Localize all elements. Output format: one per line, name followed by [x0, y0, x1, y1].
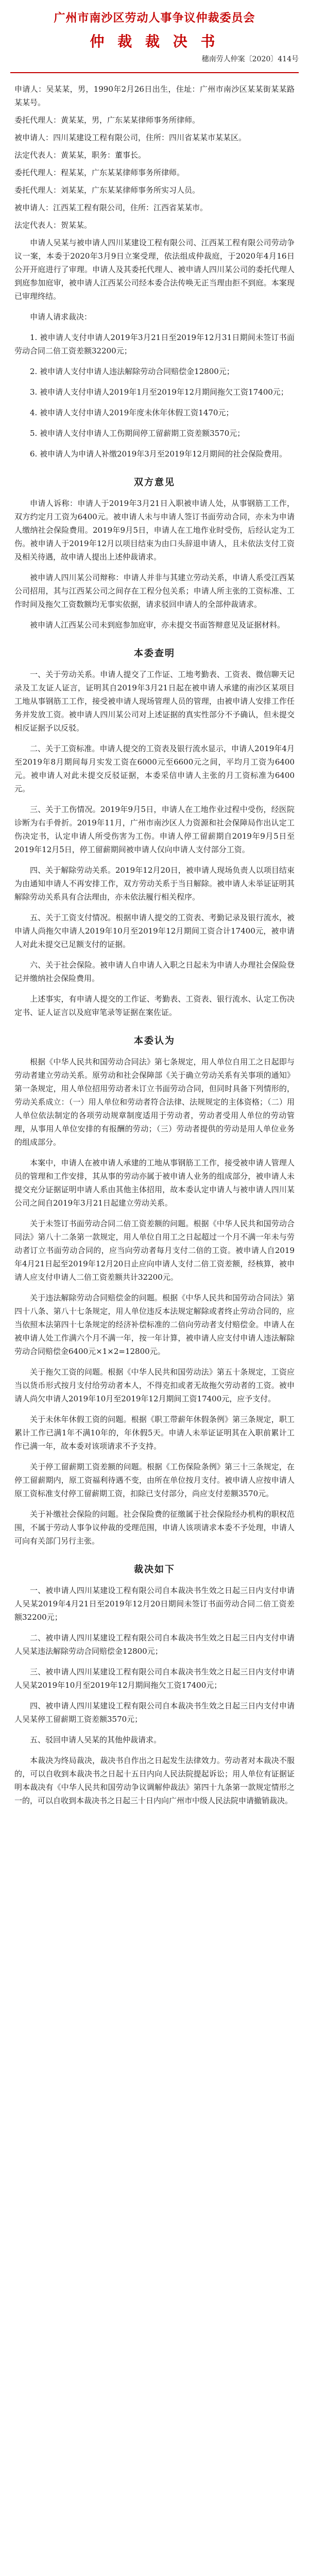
claim-item: 4. 被申请人支付申请人2019年度未休年休假工资1470元； [30, 408, 234, 417]
section-title: 本委查明 [134, 648, 175, 659]
section-paragraph: 关于违法解除劳动合同赔偿金的问题。根据《中华人民共和国劳动合同法》第四十八条、第八十七条规定，用人单位违反本法规定解除或者终止劳动合同的，应当依照本法第四十七条规定的经济补偿标准的二倍向劳动者支付赔偿金。申请人在被申请人处工作满六个月不满一年，按一年计算，被申请人应支付申请人违法解除劳动合同赔偿金6400元×1×2=12800元。 [14, 1293, 295, 1356]
claim-item: 1. 被申请人支付申请人2019年3月21日至2019年12月31日期间未签订书面劳动合同二倍工资差额32200元； [14, 333, 295, 355]
document-body [14, 82, 295, 2576]
section-paragraph: 被申请人江西某公司未到庭参加庭审，亦未提交书面答辩意见及证据材料。 [30, 620, 285, 630]
award-notice: 本裁决为终局裁决，裁决书自作出之日起发生法律效力。劳动者对本裁决不服的，可以自收到本裁决书之日起十五日内向人民法院提起诉讼；用人单位有证据证明本裁决有《中华人民共和国劳动争议调解仲裁法》第四十九条第一款规定情形之一的，可以自收到本裁决书之日起三十日内向广州市中级人民法院申请撤销裁决。 [14, 1756, 295, 1805]
section-paragraph: 上述事实，有申请人提交的工作证、考勤表、工资表、银行流水、认定工伤决定书、证人证言以及庭审笔录等证据在案佐证。 [14, 994, 295, 1017]
party-line: 委托代理人：黄某某，男，广东某某律师事务所律师。 [14, 115, 200, 125]
issuing-authority: 广州市南沙区劳动人事争议仲裁委员会 [54, 11, 255, 25]
award-item: 四、被申请人四川某建设工程有限公司自本裁决书生效之日起三日内支付申请人吴某停工留薪期工资差额3570元； [14, 1701, 295, 1724]
party-line: 被申请人：江西某工程有限公司，住所：江西省某某市。 [14, 203, 208, 212]
party-line: 法定代表人：黄某某，职务：董事长。 [14, 150, 146, 160]
section-paragraph: 根据《中华人民共和国劳动合同法》第七条规定，用人单位自用工之日起即与劳动者建立劳动关系。原劳动和社会保障部《关于确立劳动关系有关事项的通知》第一条规定，用人单位招用劳动者未订立书面劳动合同，但同时具备下列情形的，劳动关系成立：（一）用人单位和劳动者符合法律、法规规定的主体资格；（二）用人单位依法制定的各项劳动规章制度适用于劳动者，劳动者受用人单位的劳动管理，从事用人单位安排的有报酬的劳动；（三）劳动者提供的劳动是用人单位业务的组成部分。 [14, 1057, 295, 1147]
section-title: 裁决如下 [134, 1564, 175, 1575]
party-line: 被申请人：四川某建设工程有限公司，住所：四川省某某市某某区。 [14, 133, 247, 142]
section-paragraph: 关于停工留薪期工资差额的问题。根据《工伤保险条例》第三十三条规定，在停工留薪期内，原工资福利待遇不变，由所在单位按月支付。被申请人应按申请人原工资标准支付停工留薪期工资，扣除已支付部分，尚应支付差额3570元。 [14, 1462, 295, 1498]
party-line: 委托代理人：程某某，广东某某律师事务所律师。 [14, 168, 185, 177]
award-item: 五、驳回申请人吴某的其他仲裁请求。 [30, 1735, 162, 1744]
section-paragraph: 本案中，申请人在被申请人承建的工地从事钢筋工工作，接受被申请人管理人员的管理和工作安排，其从事的劳动亦属于被申请人业务的组成部分，被申请人未提交充分证据证明申请人系由其他主体招用，故本委认定申请人与被申请人四川某公司之间自2019年3月21日起建立劳动关系。 [14, 1158, 295, 1208]
parties [14, 82, 295, 232]
case-number: 穗南劳人仲案〔2020〕414号 [201, 55, 299, 63]
section-paragraph: 五、关于工资支付情况。根据申请人提交的工资表、考勤记录及银行流水，被申请人尚拖欠申请人2019年10月至2019年12月期间工资合计17400元，被申请人对此未提交已足额支付的证据。 [14, 913, 295, 949]
claims-intro: 申请人请求裁决： [30, 312, 92, 321]
section-paragraph: 六、关于社会保险。被申请人自申请人入职之日起未为申请人办理社会保险登记并缴纳社会保险费用。 [14, 960, 295, 983]
claim-item: 3. 被申请人支付申请人2019年1月至2019年12月期间拖欠工资17400元； [30, 387, 288, 397]
section-title: 双方意见 [134, 477, 175, 488]
section-paragraph: 关于未休年休假工资的问题。根据《职工带薪年休假条例》第三条规定，职工累计工作已满1年不满10年的，年休假5天。申请人未举证证明其在入职前累计工作已满一年，故本委对该项请求不予支持。 [14, 1415, 295, 1451]
award-item: 一、被申请人四川某建设工程有限公司自本裁决书生效之日起三日内支付申请人吴某2019年4月21日至2019年12月20日期间未签订书面劳动合同二倍工资差额32200元； [14, 1586, 295, 1622]
case-intro: 申请人吴某与被申请人四川某建设工程有限公司、江西某工程有限公司劳动争议一案，本委于2020年3月9日立案受理，依法组成仲裁庭，于2020年4月16日公开开庭进行了审理。申请人及其委托代理人、被申请人四川某公司的委托代理人到庭参加庭审，被申请人江西某公司经本委合法传唤无正当理由拒不到庭。本案现已审理终结。 [14, 238, 295, 301]
section-paragraph: 关于拖欠工资的问题。根据《中华人民共和国劳动法》第五十条规定，工资应当以货币形式按月支付给劳动者本人，不得克扣或者无故拖欠劳动者的工资。被申请人尚欠申请人2019年10月至2019年12月期间工资17400元，应予支付。 [14, 1367, 295, 1403]
party-line: 法定代表人：贺某某。 [14, 221, 92, 230]
claims-list [14, 331, 295, 461]
party-line: 申请人：吴某某，男，1990年2月26日出生，住址：广州市南沙区某某街某某路某某号。 [14, 84, 295, 107]
award-item: 三、被申请人四川某建设工程有限公司自本裁决书生效之日起三日内支付申请人吴某2019年10月至2019年12月期间拖欠工资17400元； [14, 1667, 295, 1690]
section-title: 本委认为 [134, 1036, 175, 1046]
party-line: 委托代理人：刘某某，广东某某律师事务所实习人员。 [14, 185, 200, 195]
header-divider [10, 72, 299, 73]
claim-item: 6. 被申请人为申请人补缴2019年3月至2019年12月期间的社会保险费用。 [30, 449, 287, 459]
claim-item: 2. 被申请人支付申请人违法解除劳动合同赔偿金12800元； [30, 367, 234, 376]
claim-item: 5. 被申请人支付申请人工伤期间停工留薪期工资差额3570元； [30, 429, 245, 438]
section-paragraph: 一、关于劳动关系。申请人提交了工作证、工地考勤表、工资表、微信聊天记录及工友证人证言，证明其自2019年3月21日起在被申请人承建的南沙区某项目工地从事钢筋工工作，接受被申请人现场管理人员的管理，由被申请人安排工作任务并发放工资。被申请人四川某公司对上述证据的真实性部分不予确认，但未提交相反证据予以反驳。 [14, 670, 295, 733]
section-paragraph: 被申请人四川某公司辩称：申请人并非与其建立劳动关系，申请人系受江西某公司招用，其与江西某公司之间存在工程分包关系；申请人所主张的工资标准、工作时间及拖欠工资数额均无事实依据，请求驳回申请人的全部仲裁请求。 [14, 573, 295, 609]
section-paragraph: 四、关于解除劳动关系。2019年12月20日，被申请人现场负责人以项目结束为由通知申请人不再安排工作，双方劳动关系于当日解除。被申请人未举证证明其解除劳动关系具有合法理由，亦未依法履行相关程序。 [14, 866, 295, 902]
award-item: 二、被申请人四川某建设工程有限公司自本裁决书生效之日起三日内支付申请人吴某违法解除劳动合同赔偿金12800元； [14, 1633, 295, 1656]
document-title: 仲 裁 裁 决 书 [90, 33, 219, 50]
section-paragraph: 关于补缴社会保险的问题。社会保险费的征缴属于社会保险经办机构的职权范围，不属于劳动人事争议仲裁的受理范围，申请人该项请求本委不予处理，申请人可向有关部门另行主张。 [14, 1510, 295, 1546]
section-paragraph: 三、关于工伤情况。2019年9月5日，申请人在工地作业过程中受伤，经医院诊断为右手骨折。2019年11月，广州市南沙区人力资源和社会保障局作出认定工伤决定书，认定申请人所受伤害为工伤。申请人停工留薪期自2019年9月5日至2019年12月5日，停工留薪期间被申请人仅向申请人支付部分工资。 [14, 805, 295, 854]
document-header [10, 9, 299, 70]
section-paragraph: 关于未签订书面劳动合同二倍工资差额的问题。根据《中华人民共和国劳动合同法》第八十二条第一款规定，用人单位自用工之日起超过一个月不满一年未与劳动者订立书面劳动合同的，应当向劳动者每月支付二倍的工资。被申请人自2019年4月21日起至2019年12月20日止应向申请人支付二倍工资差额，经核算，被申请人应支付申请人二倍工资差额共计32200元。 [14, 1219, 295, 1282]
section-paragraph: 二、关于工资标准。申请人提交的工资表及银行流水显示，申请人2019年4月至2019年8月期间每月实发工资在6000元至6600元之间，平均月工资为6400元。被申请人对此未提交反驳证据，本委采信申请人主张的月工资标准为6400元。 [14, 744, 295, 793]
section-paragraph: 申请人诉称：申请人于2019年3月21日入职被申请人处，从事钢筋工工作，双方约定月工资为6400元。被申请人未与申请人签订书面劳动合同，亦未为申请人缴纳社会保险费用。2019年9月5日，申请人在工地作业时受伤，后经认定为工伤。被申请人于2019年12月以项目结束为由口头辞退申请人，且未依法支付工资及相关待遇，故申请人提出上述仲裁请求。 [14, 499, 295, 562]
